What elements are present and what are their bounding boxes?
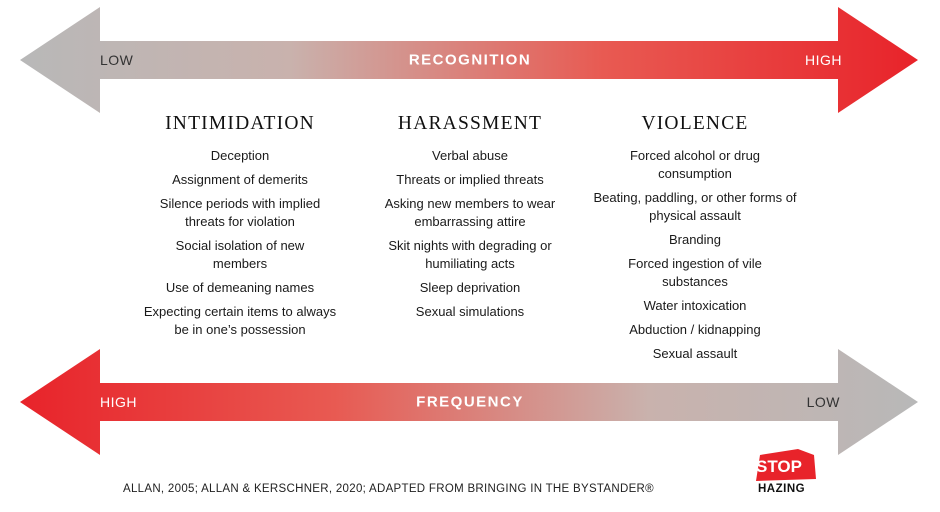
list-item: Forced ingestion of vile substances (628, 256, 762, 289)
list-item: Threats or implied threats (396, 172, 544, 187)
list-item: Water intoxication (643, 298, 747, 313)
list-item: Forced alcohol or drug consumption (629, 148, 761, 181)
recognition-high-label: HIGH (805, 52, 842, 68)
stop-hazing-logo (752, 449, 822, 505)
list-item: Deception (210, 148, 270, 163)
list-item: Skit nights with degrading or humiliating acts (388, 238, 552, 271)
frequency-title: FREQUENCY (416, 393, 524, 411)
logo-stop-text: STOP (756, 457, 802, 476)
list-item: Sleep deprivation (419, 280, 521, 295)
frequency-high-label: HIGH (100, 394, 137, 410)
frequency-low-label: LOW (806, 394, 840, 410)
column-heading: VIOLENCE (641, 113, 749, 134)
recognition-title: RECOGNITION (408, 51, 532, 69)
list-item: Sexual assault (652, 346, 738, 361)
list-item: Abduction / kidnapping (629, 322, 761, 337)
list-item: Silence periods with implied threats for violation (159, 196, 321, 229)
list-item: Use of demeaning names (165, 280, 315, 295)
violence-column (580, 113, 810, 369)
list-item: Beating, paddling, or other forms of physical assault (593, 190, 797, 223)
list-item: Branding (668, 232, 722, 247)
recognition-arrow (0, 5, 940, 115)
list-item: Verbal abuse (432, 148, 508, 163)
logo-hazing-text: HAZING (758, 483, 806, 495)
column-heading: INTIMIDATION (165, 113, 315, 134)
list-item: Expecting certain items to always be in one’s possession (143, 304, 337, 337)
list-item: Assignment of demerits (172, 172, 308, 187)
intimidation-column (125, 113, 355, 345)
frequency-arrow (0, 347, 940, 457)
recognition-low-label: LOW (100, 52, 134, 68)
harassment-column (355, 113, 585, 327)
list-item: Social isolation of new members (175, 238, 305, 271)
list-item: Sexual simulations (415, 304, 525, 319)
column-heading: HARASSMENT (397, 113, 543, 134)
citation-text: ALLAN, 2005; ALLAN & KERSCHNER, 2020; ADAPTED FROM BRINGING IN THE BYSTANDER® (123, 483, 654, 495)
list-item: Asking new members to wear embarrassing attire (384, 196, 556, 229)
